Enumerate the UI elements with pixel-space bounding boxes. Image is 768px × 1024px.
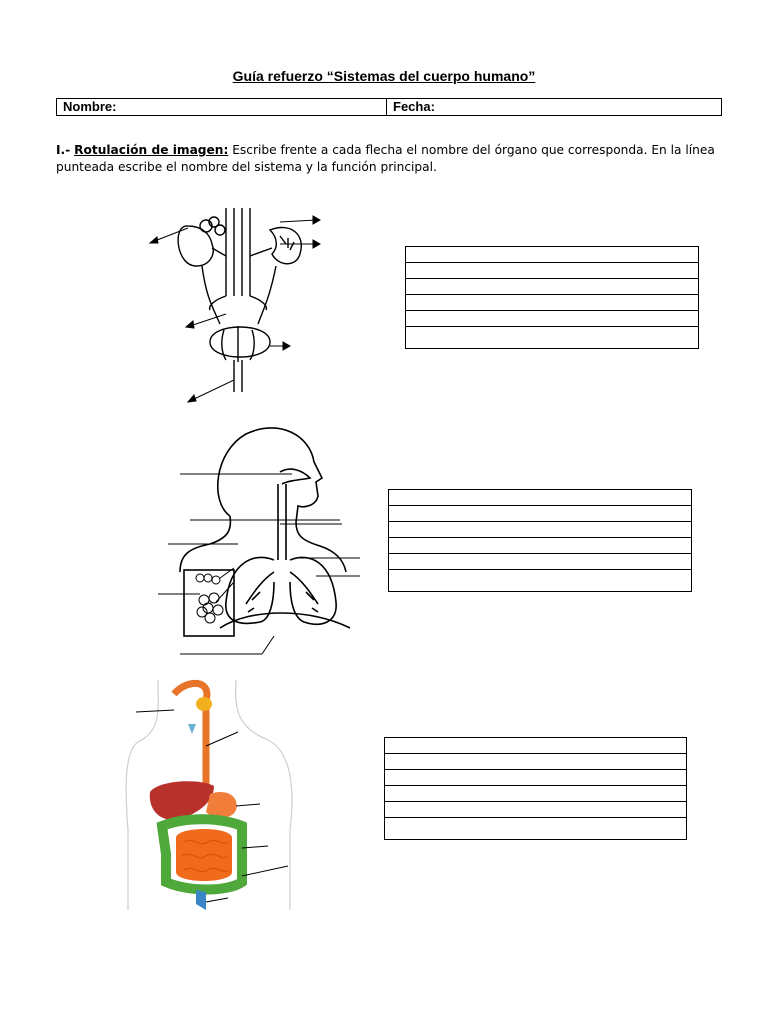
answer-line[interactable] <box>406 247 698 263</box>
instructions <box>56 142 726 176</box>
answer-line[interactable] <box>406 295 698 311</box>
answer-line[interactable] <box>389 538 691 554</box>
answer-line[interactable] <box>406 263 698 279</box>
instructions-number: I.- <box>56 143 71 157</box>
answer-line[interactable] <box>389 522 691 538</box>
answer-line[interactable] <box>406 279 698 295</box>
answer-line[interactable] <box>389 490 691 506</box>
urinary-system-diagram <box>140 196 340 408</box>
answer-line[interactable] <box>389 554 691 570</box>
name-label: Nombre: <box>63 99 117 114</box>
worksheet-title: Guía refuerzo “Sistemas del cuerpo humano” <box>232 68 536 84</box>
answer-line[interactable] <box>385 754 686 770</box>
answer-line[interactable] <box>385 770 686 786</box>
answer-line[interactable] <box>385 738 686 754</box>
answer-line[interactable] <box>406 327 698 343</box>
respiratory-answer-table[interactable] <box>388 489 692 592</box>
urinary-answer-table[interactable] <box>405 246 699 349</box>
answer-line[interactable] <box>385 786 686 802</box>
answer-line[interactable] <box>389 506 691 522</box>
digestive-answer-table[interactable] <box>384 737 687 840</box>
digestive-system-diagram <box>118 670 308 918</box>
answer-line[interactable] <box>389 570 691 586</box>
instructions-text: Escribe frente a cada flecha el nombre del órgano que corresponda. En la línea punteada escribe el nombre del sistema y la función principal. <box>56 143 715 174</box>
date-label: Fecha: <box>393 99 435 114</box>
date-field[interactable] <box>387 99 721 115</box>
name-field[interactable] <box>57 99 387 115</box>
respiratory-system-diagram <box>150 422 366 658</box>
header-table <box>56 98 722 116</box>
instructions-heading: Rotulación de imagen: <box>74 143 229 157</box>
answer-line[interactable] <box>385 818 686 834</box>
answer-line[interactable] <box>406 311 698 327</box>
answer-line[interactable] <box>385 802 686 818</box>
